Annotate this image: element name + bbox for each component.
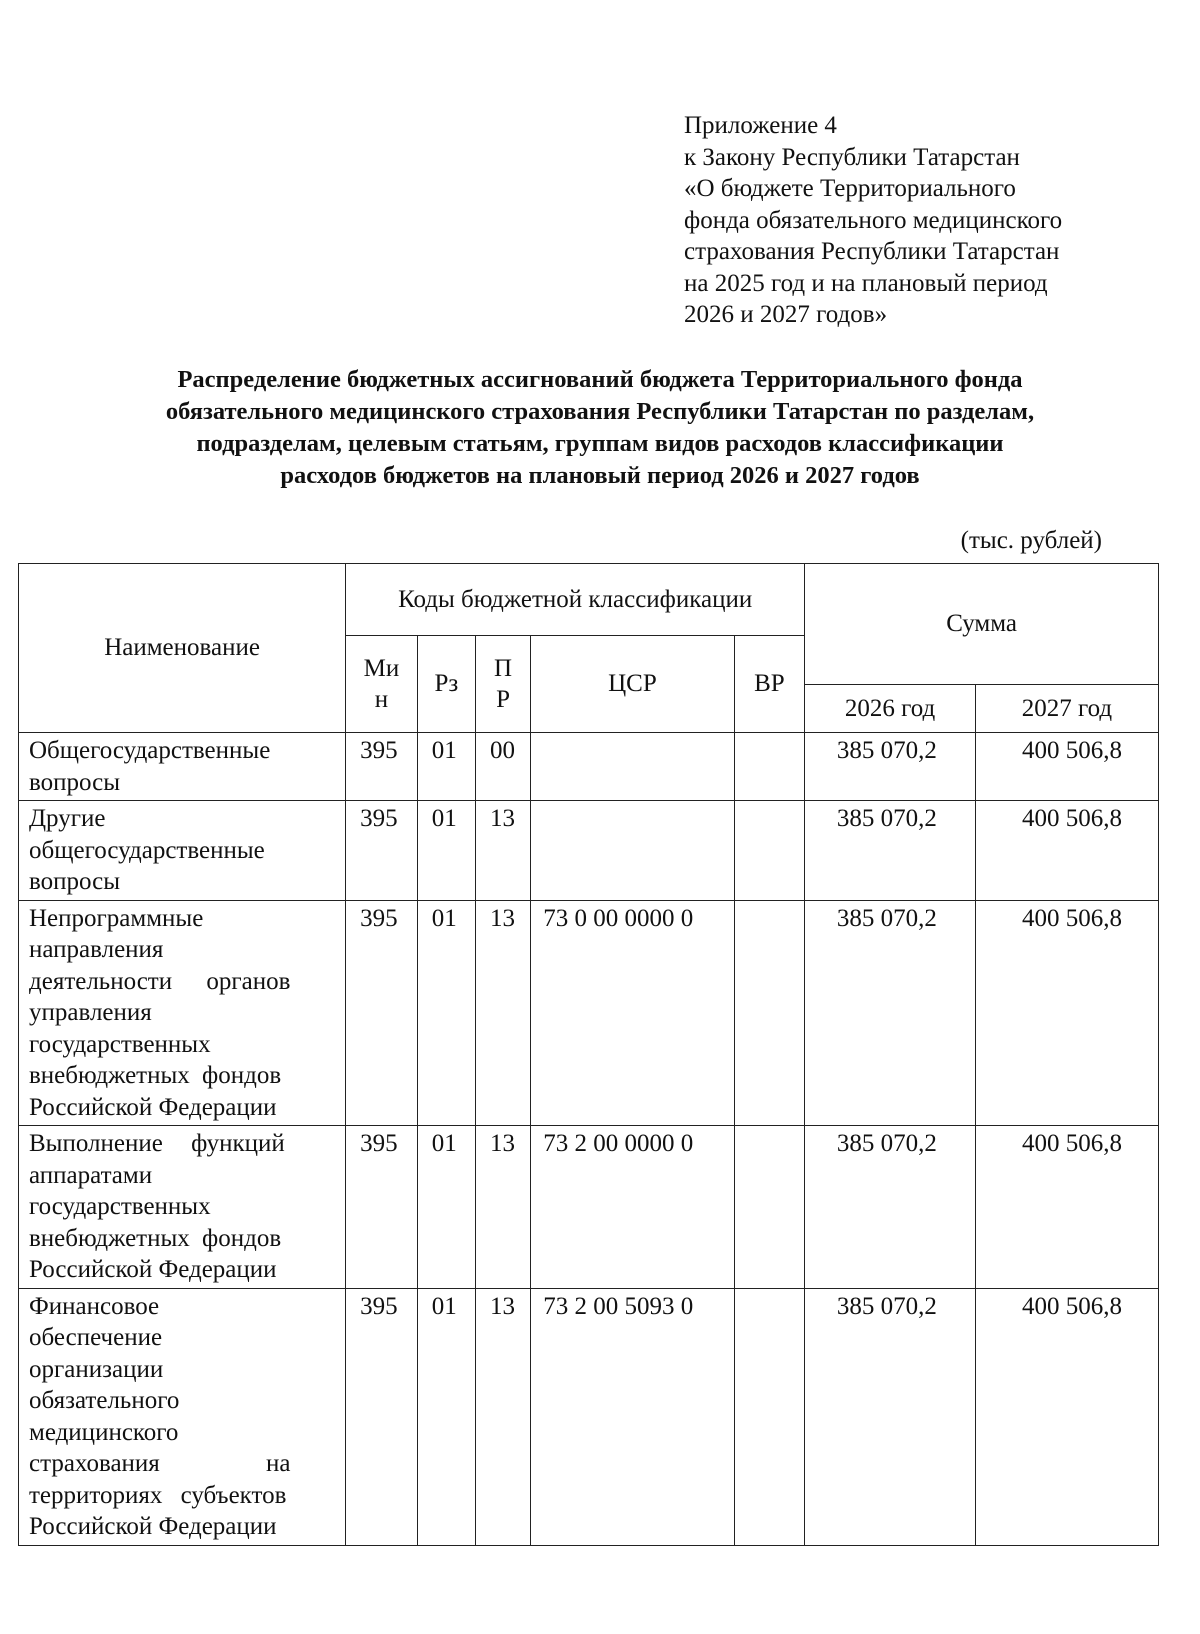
cell-min: 395 <box>346 733 418 801</box>
cell-sum-2027: 400 506,8 <box>975 900 1158 1126</box>
name-line: территориях субъектов <box>29 1481 287 1509</box>
appendix-line: фонда обязательного медицинского <box>684 206 1063 234</box>
title-line: Распределение бюджетных ассигнований бюджета Территориального фонда <box>177 366 1023 393</box>
name-line: организации <box>29 1355 164 1383</box>
title-line: подразделам, целевым статьям, группам видов расходов классификации <box>196 430 1004 457</box>
name-line: общегосударственные <box>29 836 265 864</box>
appendix-line: Приложение 4 <box>684 112 837 139</box>
header-name: Наименование <box>19 564 346 733</box>
name-line: обязательного <box>29 1387 180 1414</box>
cell-min: 395 <box>346 1288 418 1545</box>
document-title <box>60 364 1140 492</box>
row-name <box>19 1126 346 1289</box>
header-min <box>346 636 418 733</box>
cell-csr <box>531 733 734 801</box>
cell-pr: 13 <box>475 1288 530 1545</box>
header-min-line: Ми <box>363 654 400 682</box>
header-year-2026: 2026 год <box>805 685 976 733</box>
cell-sum-2027: 400 506,8 <box>975 801 1158 901</box>
name-line: государственных <box>29 1030 211 1058</box>
cell-sum-2027: 400 506,8 <box>975 733 1158 801</box>
name-line: Российской Федерации <box>29 1513 277 1540</box>
table-row <box>19 801 1159 901</box>
cell-min: 395 <box>346 801 418 901</box>
cell-pr: 13 <box>475 1126 530 1289</box>
header-codes: Коды бюджетной классификации <box>346 564 805 636</box>
row-name <box>19 801 346 901</box>
title-line: обязательного медицинского страхования Республики Татарстан по разделам, <box>165 398 1035 425</box>
cell-vr <box>734 801 805 901</box>
name-line: Общегосударственные <box>29 737 271 764</box>
appendix-line: на 2025 год и на плановый период <box>684 269 1048 297</box>
cell-min: 395 <box>346 1126 418 1289</box>
name-line: государственных <box>29 1193 211 1220</box>
name-line: внебюджетных фондов <box>29 1224 282 1252</box>
appendix-line: страхования Республики Татарстан <box>684 238 1060 265</box>
cell-rz: 01 <box>417 733 475 801</box>
cell-sum-2027: 400 506,8 <box>975 1288 1158 1545</box>
cell-sum-2026: 385 070,2 <box>805 1126 976 1289</box>
units-label: (тыс. рублей) <box>960 527 1102 554</box>
cell-sum-2027: 400 506,8 <box>975 1126 1158 1289</box>
cell-rz: 01 <box>417 900 475 1126</box>
cell-csr: 73 2 00 5093 0 <box>531 1288 734 1545</box>
cell-rz: 01 <box>417 1288 475 1545</box>
cell-csr: 73 0 00 0000 0 <box>531 900 734 1126</box>
header-rz: Рз <box>417 636 475 733</box>
cell-vr <box>734 1126 805 1289</box>
table-row <box>19 900 1159 1126</box>
name-line: аппаратами <box>29 1161 153 1189</box>
name-line: Финансовое <box>29 1292 160 1320</box>
name-line: направления <box>29 936 164 963</box>
name-line: управления <box>29 999 152 1026</box>
row-name <box>19 900 346 1126</box>
table-row <box>19 1288 1159 1545</box>
cell-min: 395 <box>346 900 418 1126</box>
cell-rz: 01 <box>417 1126 475 1289</box>
cell-rz: 01 <box>417 801 475 901</box>
cell-pr: 13 <box>475 801 530 901</box>
name-line: Другие <box>29 805 106 832</box>
appendix-line: 2026 и 2027 годов» <box>684 301 888 328</box>
name-line: вопросы <box>29 768 121 796</box>
header-min-line: н <box>374 686 389 713</box>
header-year-2027: 2027 год <box>975 685 1158 733</box>
name-line: внебюджетных фондов <box>29 1062 282 1089</box>
header-vr: ВР <box>734 636 805 733</box>
appendix-line: к Закону Республики Татарстан <box>684 143 1020 171</box>
cell-csr <box>531 801 734 901</box>
table-row <box>19 733 1159 801</box>
name-line: вопросы <box>29 868 121 895</box>
name-line: обеспечение <box>29 1324 163 1351</box>
cell-sum-2026: 385 070,2 <box>805 733 976 801</box>
cell-sum-2026: 385 070,2 <box>805 1288 976 1545</box>
name-line: Российской Федерации <box>29 1093 277 1121</box>
cell-vr <box>734 1288 805 1545</box>
name-line: Непрограммные <box>29 904 204 932</box>
cell-vr <box>734 900 805 1126</box>
budget-table <box>18 563 1159 1546</box>
cell-csr: 73 2 00 0000 0 <box>531 1126 734 1289</box>
name-line: медицинского <box>29 1418 179 1446</box>
appendix-note <box>684 110 1062 331</box>
header-pr-line: П <box>494 654 513 682</box>
cell-sum-2026: 385 070,2 <box>805 801 976 901</box>
cell-sum-2026: 385 070,2 <box>805 900 976 1126</box>
header-sum: Сумма <box>805 564 1159 685</box>
row-name <box>19 1288 346 1545</box>
name-line: деятельности органов <box>29 967 291 995</box>
header-pr <box>475 636 530 733</box>
name-line: страхования на <box>29 1450 291 1477</box>
title-line: расходов бюджетов на плановый период 2026 и 2027 годов <box>280 462 920 489</box>
header-pr-line: Р <box>496 686 511 713</box>
appendix-line: «О бюджете Территориального <box>684 175 1016 202</box>
row-name <box>19 733 346 801</box>
table-row <box>19 1126 1159 1289</box>
header-csr: ЦСР <box>531 636 734 733</box>
cell-pr: 00 <box>475 733 530 801</box>
cell-vr <box>734 733 805 801</box>
cell-pr: 13 <box>475 900 530 1126</box>
name-line: Выполнение функций <box>29 1130 285 1157</box>
name-line: Российской Федерации <box>29 1256 277 1283</box>
